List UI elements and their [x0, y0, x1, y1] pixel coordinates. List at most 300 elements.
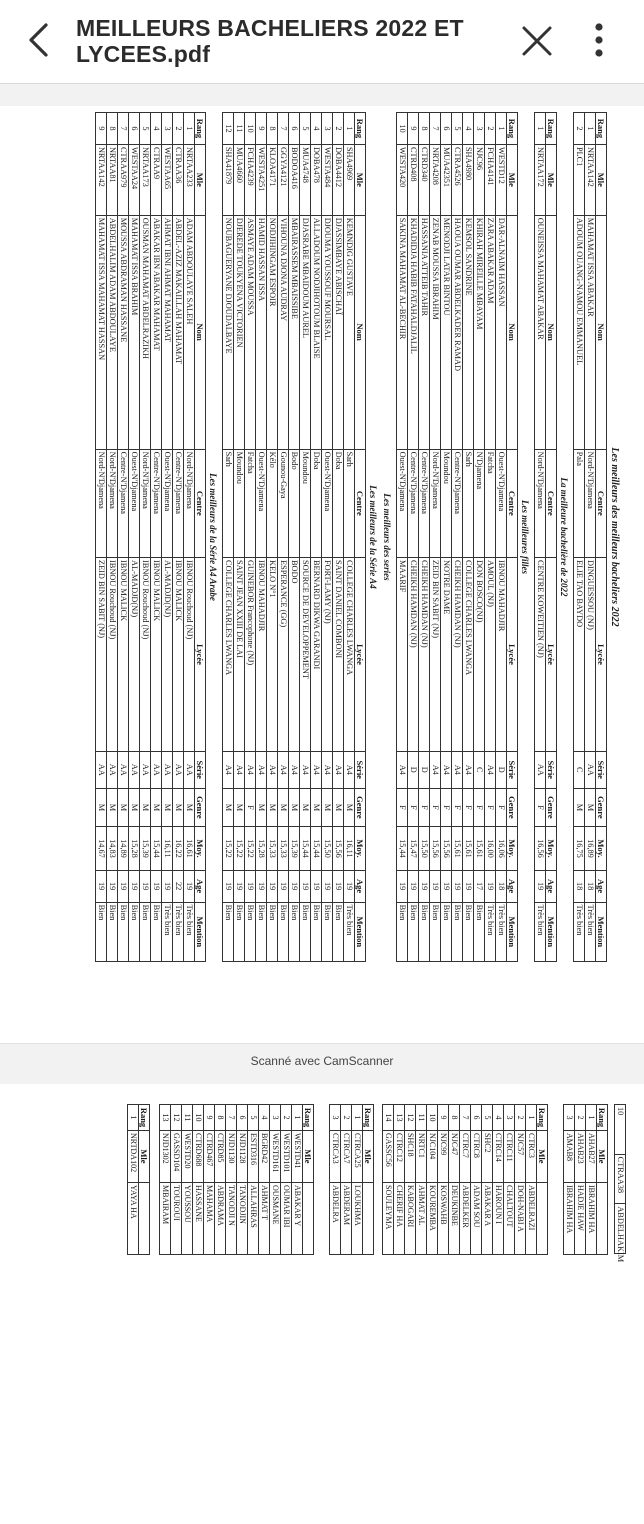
cell-mention: Bien: [463, 902, 474, 961]
page2-cell: 12: [405, 1105, 416, 1131]
cell-genre: M: [107, 788, 118, 827]
cell-rang: 1: [585, 113, 596, 145]
page2-cell: NJD1302: [160, 1131, 171, 1183]
table-row: [449, 1105, 460, 1255]
column-header-lycee: Lycée: [507, 558, 518, 752]
cell-serie: AA: [151, 752, 162, 789]
table-row: [564, 1105, 575, 1255]
page2-cell: CHALTOUT: [504, 1183, 515, 1255]
page2-cell: TANODJIN: [237, 1183, 248, 1255]
table-header-row: [303, 1105, 314, 1255]
cell-lycee: FORT-LAMY (NJ): [322, 558, 333, 752]
cell-lycee: AMOUL (NJ): [485, 558, 496, 752]
cell-lycee: IBNOU Rouchoud (NJ): [184, 558, 195, 752]
table-row: [311, 113, 322, 962]
cell-genre: M: [96, 788, 107, 827]
cell-matricule: CTRAA979: [118, 144, 129, 215]
column-header-genre: Genre: [596, 788, 607, 827]
cell-genre: F: [441, 788, 452, 827]
page2-cell: KOUREMBA: [427, 1183, 438, 1255]
column-header-centre: Centre: [546, 449, 557, 557]
cell-genre: M: [574, 788, 585, 827]
cell-lycee: IBNOU MAHADJIR: [256, 558, 267, 752]
column-header-serie: Série: [355, 752, 366, 789]
page2-table-block: [382, 1104, 548, 1254]
cell-genre: F: [245, 788, 256, 827]
page2-cell: ESTD316: [248, 1131, 259, 1183]
cell-moyenne: 16,61: [184, 827, 195, 870]
column-header-rang: Rang: [507, 113, 518, 145]
section-heading: Les meilleurs de la Série A4 Arabe: [208, 473, 218, 601]
page2-cell: ALLAHRAS: [248, 1183, 259, 1255]
cell-matricule: CTRAA9: [151, 144, 162, 215]
page2-cell: AHAB27: [586, 1131, 597, 1183]
page2-cell: SOULEYMA: [383, 1183, 394, 1255]
table-row: [333, 113, 344, 962]
cell-nom: KHIRAH MIREILLE MBAYAM: [474, 215, 485, 449]
cell-nom: ABDELHALIM ADAM ABDOULAYE: [107, 215, 118, 449]
page2-column-header: Rang: [139, 1105, 150, 1131]
table-row: [504, 1105, 515, 1255]
table-header-row: [507, 113, 518, 962]
cell-age: 19: [441, 870, 452, 902]
cell-serie: AA: [173, 752, 184, 789]
cell-genre: M: [289, 788, 300, 827]
table-row: [259, 1105, 270, 1255]
page2-cell: SHC18: [405, 1131, 416, 1183]
column-header-moyenne: Moy.: [596, 827, 607, 870]
cell-centre: Nord-N'Djamena: [184, 449, 195, 557]
cell-centre: Doba: [333, 449, 344, 557]
cell-centre: Pala: [574, 449, 585, 557]
cell-age: 19: [223, 870, 234, 902]
cell-matricule: WESTA420: [397, 144, 408, 215]
page2-cell: WESTD101: [281, 1131, 292, 1183]
column-header-nom: Nom: [546, 215, 557, 449]
cell-rang: 3: [322, 113, 333, 145]
page2-cell: WESTD41: [292, 1131, 303, 1183]
column-header-age: Age: [507, 870, 518, 902]
page2-column-header: [537, 1183, 548, 1255]
cell-nom: KEMNDIG GUSTAVE: [344, 215, 355, 449]
cell-lycee: IBNOU Rouchoud (NJ): [107, 558, 118, 752]
page2-cell: ABDELHAKIM: [615, 1204, 626, 1254]
page2-cell: IBRAHIM HA: [586, 1183, 597, 1255]
table-row: [226, 1105, 237, 1255]
column-header-age: Age: [596, 870, 607, 902]
page2-cell: 3: [504, 1105, 515, 1131]
page2-column-header: [139, 1183, 150, 1255]
cell-mention: Bien: [256, 902, 267, 961]
cell-serie: A4: [256, 752, 267, 789]
table-row: [173, 113, 184, 962]
cell-rang: 10: [245, 113, 256, 145]
table-row: [394, 1105, 405, 1255]
table-row: [430, 113, 441, 962]
table-row: [118, 113, 129, 962]
cell-serie: A4: [441, 752, 452, 789]
column-header-serie: Série: [546, 752, 557, 789]
page2-cell: 13: [160, 1105, 171, 1131]
table-row: [140, 113, 151, 962]
document-viewer[interactable]: [0, 84, 644, 1263]
cell-rang: 8: [107, 113, 118, 145]
cell-age: 17: [474, 870, 485, 902]
table-row: [441, 113, 452, 962]
page2-cell: DOH-NABI A: [515, 1183, 526, 1255]
column-header-lycee: Lycée: [195, 558, 206, 752]
ranking-table: [534, 112, 557, 962]
cell-age: 19: [129, 870, 140, 902]
cell-lycee: CHEIKH HAMDAN (NJ): [408, 558, 419, 752]
column-header-centre: Centre: [507, 449, 518, 557]
cell-moyenne: 15,50: [322, 827, 333, 870]
table-row: [427, 1105, 438, 1255]
cell-lycee: ZEID BIN SABIT (NJ): [96, 558, 107, 752]
table-row: [267, 113, 278, 962]
cell-centre: Nord-N'Djamena: [96, 449, 107, 557]
cell-genre: M: [151, 788, 162, 827]
close-button[interactable]: [516, 20, 558, 62]
column-header-serie: Série: [195, 752, 206, 789]
cell-age: 19: [408, 870, 419, 902]
cell-centre: Ouest-N'Djamena: [162, 449, 173, 557]
page2-cell: 10: [427, 1105, 438, 1131]
cell-moyenne: 16,89: [585, 827, 596, 870]
cell-moyenne: 15,33: [267, 827, 278, 870]
page2-cell: GASSD104: [171, 1131, 182, 1183]
cell-centre: Ouest-N'Djamena: [322, 449, 333, 557]
cell-mention: Bien: [289, 902, 300, 961]
cell-rang: 1: [535, 113, 546, 145]
cell-serie: A4: [267, 752, 278, 789]
table-row: [289, 113, 300, 962]
page2-cell: 7: [226, 1105, 237, 1131]
table-row: [352, 1105, 363, 1255]
cell-lycee: ESPERANCE (GG): [278, 558, 289, 752]
table-row: [129, 113, 140, 962]
table-row: [281, 1105, 292, 1255]
cell-nom: KEMSOL SANDRINE: [463, 215, 474, 449]
page2-cell: 12: [171, 1105, 182, 1131]
cell-mention: Bien: [223, 902, 234, 961]
cell-nom: SAKINA MAHAMAT AL-BECHIR: [397, 215, 408, 449]
cell-matricule: CTRA4526: [452, 144, 463, 215]
page2-table: [382, 1104, 548, 1255]
page2-column-header: Rang: [363, 1105, 374, 1131]
cell-serie: AA: [107, 752, 118, 789]
page2-cell: 5: [248, 1105, 259, 1131]
cell-centre: Moundou: [300, 449, 311, 557]
cell-moyenne: 16,56: [535, 827, 546, 870]
cell-serie: A4: [289, 752, 300, 789]
cell-serie: A4: [344, 752, 355, 789]
cell-moyenne: 15,56: [430, 827, 441, 870]
cell-lycee: KELO N°1: [267, 558, 278, 752]
cell-matricule: NRTAA233: [184, 144, 195, 215]
table-row: [300, 113, 311, 962]
cell-rang: 5: [140, 113, 151, 145]
page2-cell: MBAIRAM: [160, 1183, 171, 1255]
back-chevron-icon: [26, 22, 50, 58]
cell-genre: M: [322, 788, 333, 827]
cell-matricule: NJC96: [474, 144, 485, 215]
cell-age: 19: [397, 870, 408, 902]
cell-matricule: NRTA4208: [430, 144, 441, 215]
cell-moyenne: 15,61: [474, 827, 485, 870]
cell-mention: Très bien: [485, 902, 496, 961]
column-header-serie: Série: [507, 752, 518, 789]
cell-rang: 7: [118, 113, 129, 145]
cell-age: 19: [140, 870, 151, 902]
table-row: [586, 1105, 597, 1255]
cell-moyenne: 15,44: [300, 827, 311, 870]
cell-mention: Bien: [419, 902, 430, 961]
cell-nom: ABDEL-AZIZ MAKAILLAH MAHAMAT: [173, 215, 184, 449]
cell-age: 19: [333, 870, 344, 902]
page2-cell: ABAKAR A: [482, 1183, 493, 1255]
cell-mention: Bien: [474, 902, 485, 961]
cell-genre: M: [184, 788, 195, 827]
cell-moyenne: 15,44: [311, 827, 322, 870]
table-row: [496, 113, 507, 962]
table-row: [256, 113, 267, 962]
cell-genre: M: [129, 788, 140, 827]
cell-centre: Centre-N'Djamena: [118, 449, 129, 557]
page2-cell: 1: [526, 1105, 537, 1131]
page2-column-header: Rang: [303, 1105, 314, 1131]
pdf-page-1: [0, 106, 644, 1044]
page2-cell: 7: [460, 1105, 471, 1131]
column-header-rang: Rang: [596, 113, 607, 145]
cell-serie: D: [408, 752, 419, 789]
table-row: [574, 113, 585, 962]
table-row: [526, 1105, 537, 1255]
column-header-rang: Rang: [195, 113, 206, 145]
cell-nom: KHADIDJA HABIB FATAHALDJALIL: [408, 215, 419, 449]
cell-nom: HAOUA OUMAR ABDELKADER RAMAD: [452, 215, 463, 449]
table-row: [171, 1105, 182, 1255]
table-row: [107, 113, 118, 962]
page2-cell: CTRCA25: [352, 1131, 363, 1183]
page2-cell: CTRC8: [471, 1131, 482, 1183]
column-header-genre: Genre: [195, 788, 206, 827]
more-options-button[interactable]: [584, 18, 614, 62]
table-header-row: [596, 113, 607, 962]
pdf-page-2: [0, 1084, 644, 1284]
page2-cell: CTRC3: [526, 1131, 537, 1183]
table-row: [535, 113, 546, 962]
cell-nom: OUNEISSA MAHAMAT ABAKAR: [535, 215, 546, 449]
cell-moyenne: 15,61: [452, 827, 463, 870]
table-header-row: [537, 1105, 548, 1255]
page2-cell: NRTC1: [416, 1131, 427, 1183]
cell-serie: D: [496, 752, 507, 789]
cell-centre: Nord-N'Djamena: [585, 449, 596, 557]
cell-age: 19: [430, 870, 441, 902]
cell-serie: A4: [333, 752, 344, 789]
page2-cell: YAYA HA: [128, 1183, 139, 1255]
section-heading: Les meilleures filles: [520, 500, 530, 574]
cell-age: 19: [463, 870, 474, 902]
page2-cell: LOUKHMA: [352, 1183, 363, 1255]
cell-matricule: CTRD340: [419, 144, 430, 215]
cell-moyenne: 14,89: [118, 827, 129, 870]
cell-serie: A4: [397, 752, 408, 789]
table-row: [585, 113, 596, 962]
table-row: [245, 113, 256, 962]
ranking-table: [95, 112, 206, 962]
cell-lycee: ELIE TAO BAYDO: [574, 558, 585, 752]
column-header-matricule: Mle: [546, 144, 557, 215]
table-row: [460, 1105, 471, 1255]
page2-cell: CTRCA7: [341, 1131, 352, 1183]
cell-lycee: IBNOU MALICK: [151, 558, 162, 752]
cell-serie: AA: [129, 752, 140, 789]
cell-genre: M: [311, 788, 322, 827]
cell-rang: 4: [463, 113, 474, 145]
column-header-moyenne: Moy.: [507, 827, 518, 870]
cell-serie: D: [419, 752, 430, 789]
page2-cell: IBRAHIM HA: [564, 1183, 575, 1255]
cell-lycee: CENTRE KOWEITIEN (NJ): [535, 558, 546, 752]
cell-centre: Centre-N'Djamena: [151, 449, 162, 557]
page2-cell: 11: [416, 1105, 427, 1131]
page2-column-header: Mle: [537, 1131, 548, 1183]
page2-column-header: Mle: [303, 1131, 314, 1183]
cell-rang: 1: [344, 113, 355, 145]
page2-cell: BGRD42: [259, 1131, 270, 1183]
table-row: [452, 113, 463, 962]
page2-cell: CHERIF HA: [394, 1183, 405, 1255]
cell-moyenne: 15,50: [419, 827, 430, 870]
page2-cell: CTRC12: [394, 1131, 405, 1183]
table-row: [96, 113, 107, 962]
cell-rang: 7: [430, 113, 441, 145]
table-row: [344, 113, 355, 962]
page2-top-row-table: [614, 1104, 626, 1263]
cell-centre: Sarh: [344, 449, 355, 557]
column-header-rang: Rang: [355, 113, 366, 145]
cell-moyenne: 16,11: [344, 827, 355, 870]
table-row: [223, 113, 234, 962]
table-row: [270, 1105, 281, 1255]
cell-rang: 1: [496, 113, 507, 145]
cell-serie: AA: [585, 752, 596, 789]
cell-moyenne: 15,56: [441, 827, 452, 870]
page2-cell: NJC104: [427, 1131, 438, 1183]
cell-lycee: IBNOU MALICK: [118, 558, 129, 752]
cell-lycee: DON BOSCO(NJ): [474, 558, 485, 752]
column-header-age: Age: [355, 870, 366, 902]
cell-serie: A4: [278, 752, 289, 789]
column-header-centre: Centre: [596, 449, 607, 557]
cell-moyenne: 15,39: [140, 827, 151, 870]
close-icon: [521, 25, 553, 57]
cell-nom: DAR-ALNAIM HASSAN: [496, 215, 507, 449]
cell-mention: Bien: [300, 902, 311, 961]
column-header-nom: Nom: [355, 215, 366, 449]
cell-matricule: GGYA4121: [278, 144, 289, 215]
cell-mention: Bien: [311, 902, 322, 961]
table-row: [474, 113, 485, 962]
cell-nom: ZENAB MOUSSA IBRAHIM: [430, 215, 441, 449]
cell-age: 19: [234, 870, 245, 902]
cell-matricule: FCHA4239: [245, 144, 256, 215]
cell-genre: M: [140, 788, 151, 827]
cell-matricule: MUA4748: [300, 144, 311, 215]
back-button[interactable]: [18, 20, 58, 60]
cell-matricule: CTRAA36: [173, 144, 184, 215]
page2-cell: 1: [586, 1105, 597, 1131]
cell-moyenne: 16,22: [173, 827, 184, 870]
cell-lycee: BERNARD DIKWA GARANDI: [311, 558, 322, 752]
table-row: [330, 1105, 341, 1255]
cell-genre: F: [408, 788, 419, 827]
cell-centre: Moundou: [234, 449, 245, 557]
cell-moyenne: 15,61: [463, 827, 474, 870]
cell-serie: A4: [245, 752, 256, 789]
table-row: [383, 1105, 394, 1255]
cell-moyenne: 15,28: [129, 827, 140, 870]
cell-nom: MAHAMAT ISSA ABAKAR: [585, 215, 596, 449]
cell-serie: AA: [118, 752, 129, 789]
page2-cell: NJD1130: [226, 1131, 237, 1183]
table-row: [615, 1105, 626, 1254]
page2-cell: CTRC7: [460, 1131, 471, 1183]
page2-cell: NJC99: [438, 1131, 449, 1183]
cell-nom: DJEREDE TOUKYENA VICTORIEN: [234, 215, 245, 449]
cell-mention: Bien: [267, 902, 278, 961]
page2-cell: 1: [292, 1105, 303, 1131]
cell-centre: Nord-N'Djamena: [140, 449, 151, 557]
cell-moyenne: 16,11: [162, 827, 173, 870]
table-row: [162, 113, 173, 962]
cell-lycee: IBNOU MALICK: [173, 558, 184, 752]
ranking-table: [573, 112, 607, 962]
column-header-nom: Nom: [596, 215, 607, 449]
cell-centre: Ouest-N'Djamena: [397, 449, 408, 557]
cell-matricule: PLC1: [574, 144, 585, 215]
page2-cell: AHMAT T: [259, 1183, 270, 1255]
cell-rang: 9: [408, 113, 419, 145]
cell-matricule: KLOA4171: [267, 144, 278, 215]
cell-lycee: DINGUESSOU (NJ): [585, 558, 596, 752]
cell-moyenne: 14,83: [107, 827, 118, 870]
cell-nom: DJASSIMBAYE ABISCHAÏ: [333, 215, 344, 449]
page2-cell: NRTDA102: [128, 1131, 139, 1183]
cell-centre: Fatcha: [245, 449, 256, 557]
cell-mention: Bien: [107, 902, 118, 961]
cell-genre: M: [267, 788, 278, 827]
table-row: [515, 1105, 526, 1255]
cell-rang: 5: [452, 113, 463, 145]
cell-serie: AA: [535, 752, 546, 789]
column-header-mention: Mention: [546, 902, 557, 961]
table-row: [237, 1105, 248, 1255]
cell-centre: Ouest-N'Djamena: [256, 449, 267, 557]
page2-cell: 1: [352, 1105, 363, 1131]
cell-matricule: NRTAA173: [140, 144, 151, 215]
page2-cell: 13: [394, 1105, 405, 1131]
cell-moyenne: 15,22: [234, 827, 245, 870]
cell-age: 18: [496, 870, 507, 902]
table-row: [160, 1105, 171, 1255]
cell-genre: F: [463, 788, 474, 827]
cell-moyenne: 15,33: [278, 827, 289, 870]
page2-cell: WESTD20: [182, 1131, 193, 1183]
cell-age: 19: [151, 870, 162, 902]
